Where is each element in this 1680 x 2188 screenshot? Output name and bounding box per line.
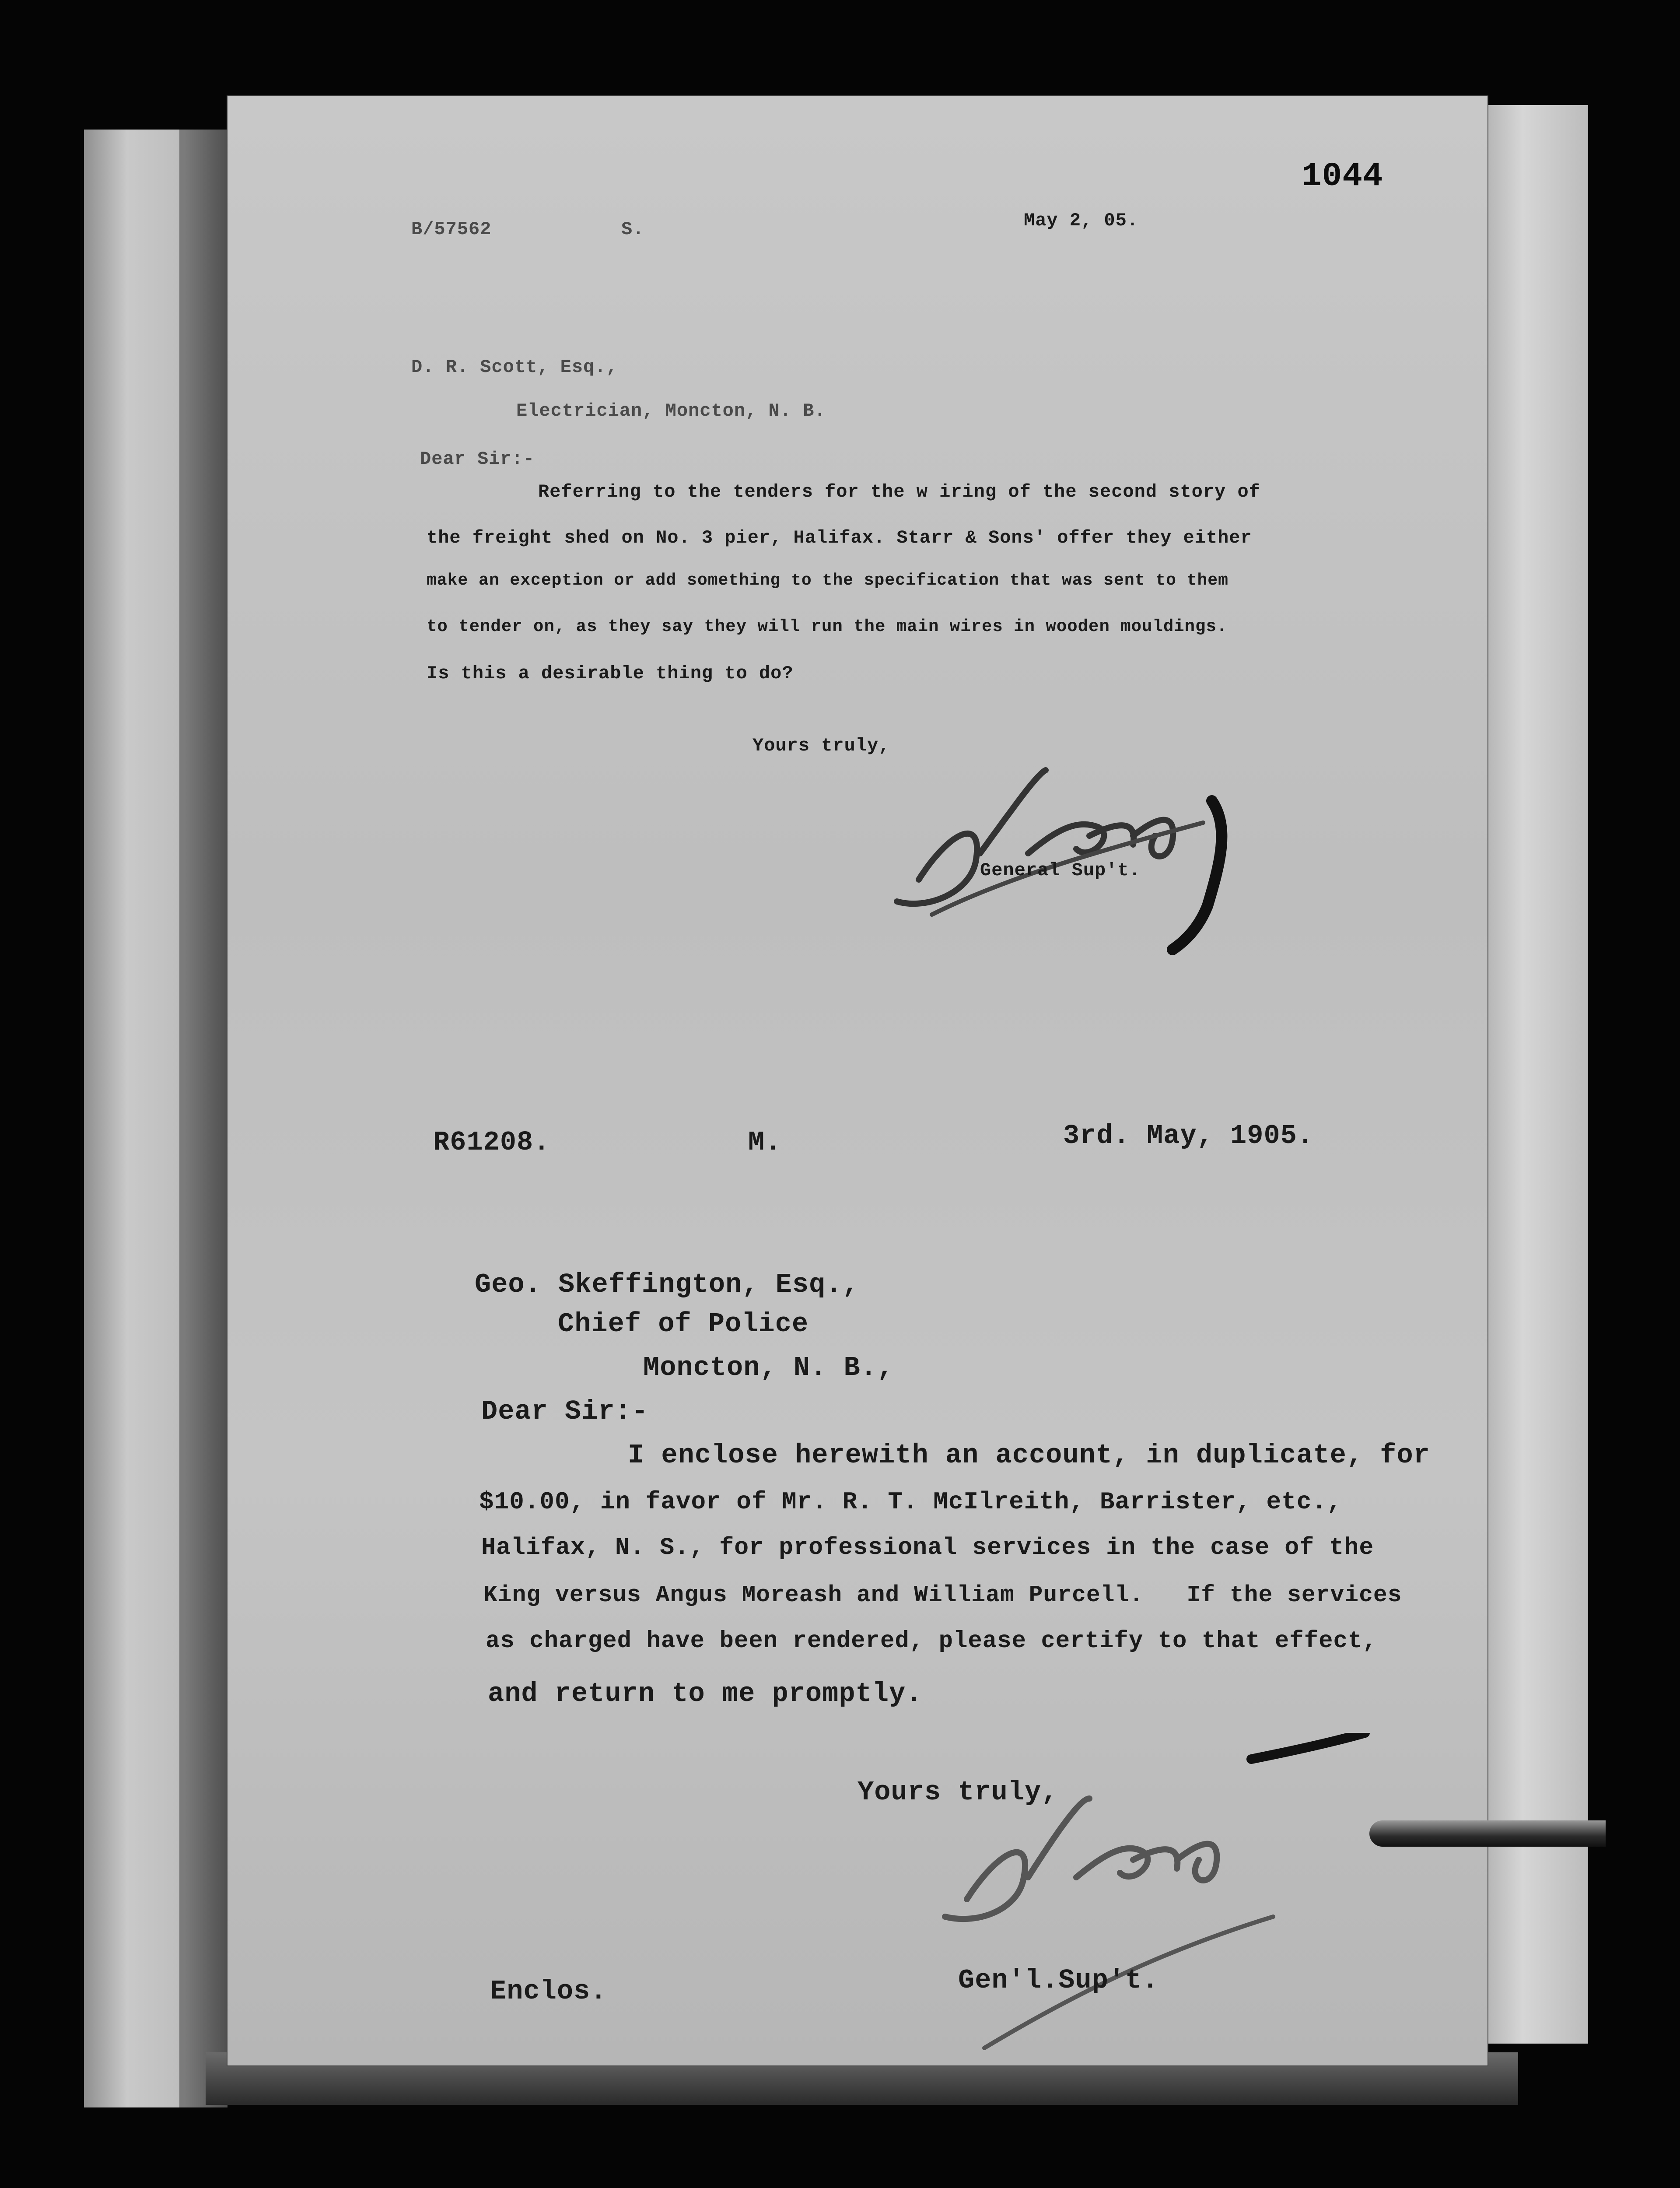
letter2-body-line-4: King versus Angus Moreash and William Purcell. If the services xyxy=(483,1582,1402,1608)
pen xyxy=(1369,1820,1606,1847)
letter1-body-line-3: make an exception or add something to the specification that was sent to them xyxy=(427,571,1228,590)
letter2-date: 3rd. May, 1905. xyxy=(1063,1120,1314,1151)
letter2-addressee-title: Chief of Police xyxy=(558,1308,809,1339)
letter2-body-line-2: $10.00, in favor of Mr. R. T. McIlreith, Barrister, etc., xyxy=(479,1488,1342,1516)
letter2-signoff: Gen'l.Sup't. xyxy=(958,1965,1159,1996)
letter1-body-line-1: Referring to the tenders for the w iring of the second story of xyxy=(538,481,1260,502)
signature-2 xyxy=(914,1733,1396,2065)
letter1-body-line-2: the freight shed on No. 3 pier, Halifax. Starr & Sons' offer they either xyxy=(427,527,1252,548)
letter2-addressee-city: Moncton, N. B., xyxy=(643,1352,894,1383)
folio-number: 1044 xyxy=(1302,158,1383,195)
letter2-salutation: Dear Sir:- xyxy=(481,1396,649,1427)
letter1-signoff: General Sup't. xyxy=(980,860,1141,881)
strip-shadow xyxy=(179,130,228,2107)
letter1-salutation: Dear Sir:- xyxy=(420,449,535,470)
letter1-ref: B/57562 xyxy=(411,219,492,240)
signature-1 xyxy=(871,722,1308,967)
letter2-body-line-6: and return to me promptly. xyxy=(488,1678,923,1709)
letter2-initial: M. xyxy=(748,1127,782,1158)
letter1-date: May 2, 05. xyxy=(1024,210,1139,231)
letter2-ref: R61208. xyxy=(433,1127,550,1158)
letter2-body-line-3: Halifax, N. S., for professional services in the case of the xyxy=(481,1534,1374,1561)
letter1-addressee-title: Electrician, Moncton, N. B. xyxy=(516,400,826,421)
letter1-body-line-4: to tender on, as they say they will run the main wires in wooden mouldings. xyxy=(427,617,1228,636)
letter1-body-line-5: Is this a desirable thing to do? xyxy=(427,663,794,684)
letter2-enclosure: Enclos. xyxy=(490,1976,607,2007)
letter1-addressee: D. R. Scott, Esq., xyxy=(411,357,618,378)
letter2-body-line-5: as charged have been rendered, please certify to that effect, xyxy=(486,1628,1377,1655)
letter2-closing: Yours truly, xyxy=(858,1777,1058,1808)
letter1-closing: Yours truly, xyxy=(752,735,890,756)
letter2-body-line-1: I enclose herewith an account, in duplicate, for xyxy=(628,1440,1430,1471)
letter2-addressee: Geo. Skeffington, Esq., xyxy=(475,1269,859,1300)
letter1-initial: S. xyxy=(621,219,644,240)
